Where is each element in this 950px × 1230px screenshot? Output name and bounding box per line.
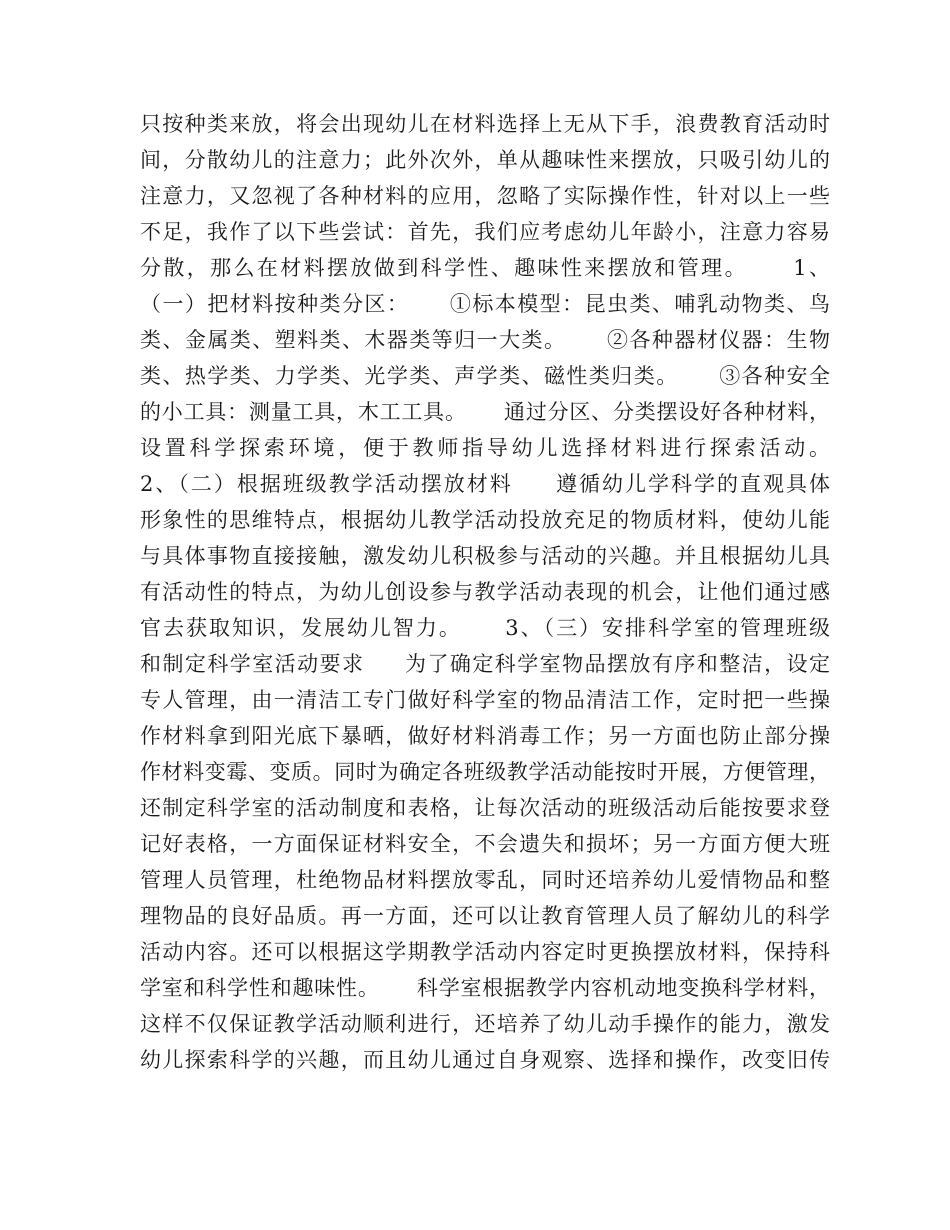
text-line: 类、金属类、塑料类、木器类等归一大类。 ②各种器材仪器：生物 [140,328,830,352]
text-line: 学室和科学性和趣味性。 科学室根据教学内容机动地变换科学材料， [140,976,830,1000]
text-line: 不足，我作了以下些尝试：首先，我们应考虑幼儿年龄小，注意力容易 [140,220,830,244]
text-line: 理物品的良好品质。再一方面，还可以让教育管理人员了解幼儿的科学 [140,904,830,928]
text-line: 管理人员管理，杜绝物品材料摆放零乱，同时还培养幼儿爱情物品和整 [140,868,830,892]
text-line: 作材料拿到阳光底下暴晒，做好材料消毒工作；另一方面也防止部分操 [140,724,830,748]
text-line: 官去获取知识，发展幼儿智力。 3、（三）安排科学室的管理班级 [140,616,830,640]
text-line: 分散，那么在材料摆放做到科学性、趣味性来摆放和管理。 1、 [140,256,830,280]
text-line: 设置科学探索环境，便于教师指导幼儿选择材料进行探索活动。 [140,436,830,460]
text-line: 2、（二）根据班级教学活动摆放材料 遵循幼儿学科学的直观具体 [140,472,830,496]
text-line: 活动内容。还可以根据这学期教学活动内容定时更换摆放材料，保持科 [140,940,830,964]
text-line: 幼儿探索科学的兴趣，而且幼儿通过自身观察、选择和操作，改变旧传 [140,1048,830,1072]
body-text [140,106,830,1078]
text-line: 类、热学类、力学类、光学类、声学类、磁性类归类。 ③各种安全 [140,364,830,388]
text-line: 和制定科学室活动要求 为了确定科学室物品摆放有序和整洁，设定 [140,652,830,676]
text-line: 记好表格，一方面保证材料安全，不会遗失和损坏；另一方面方便大班 [140,832,830,856]
text-line: 只按种类来放，将会出现幼儿在材料选择上无从下手，浪费教育活动时 [140,112,830,136]
text-line: 专人管理，由一清洁工专门做好科学室的物品清洁工作，定时把一些操 [140,688,830,712]
text-line: 间，分散幼儿的注意力；此外次外，单从趣味性来摆放，只吸引幼儿的 [140,148,830,172]
text-line: 与具体事物直接接触，激发幼儿积极参与活动的兴趣。并且根据幼儿具 [140,544,830,568]
text-line: 形象性的思维特点，根据幼儿教学活动投放充足的物质材料，使幼儿能 [140,508,830,532]
text-line: 这样不仅保证教学活动顺利进行，还培养了幼儿动手操作的能力，激发 [140,1012,830,1036]
text-line: （一）把材料按种类分区： ①标本模型：昆虫类、哺乳动物类、鸟 [140,292,830,316]
text-line: 有活动性的特点，为幼儿创设参与教学活动表现的机会，让他们通过感 [140,580,830,604]
text-line: 作材料变霉、变质。同时为确定各班级教学活动能按时开展，方便管理， [140,760,830,784]
text-line: 还制定科学室的活动制度和表格，让每次活动的班级活动后能按要求登 [140,796,830,820]
text-line: 注意力，又忽视了各种材料的应用，忽略了实际操作性，针对以上一些 [140,184,830,208]
text-line: 的小工具：测量工具，木工工具。 通过分区、分类摆设好各种材料， [140,400,830,424]
